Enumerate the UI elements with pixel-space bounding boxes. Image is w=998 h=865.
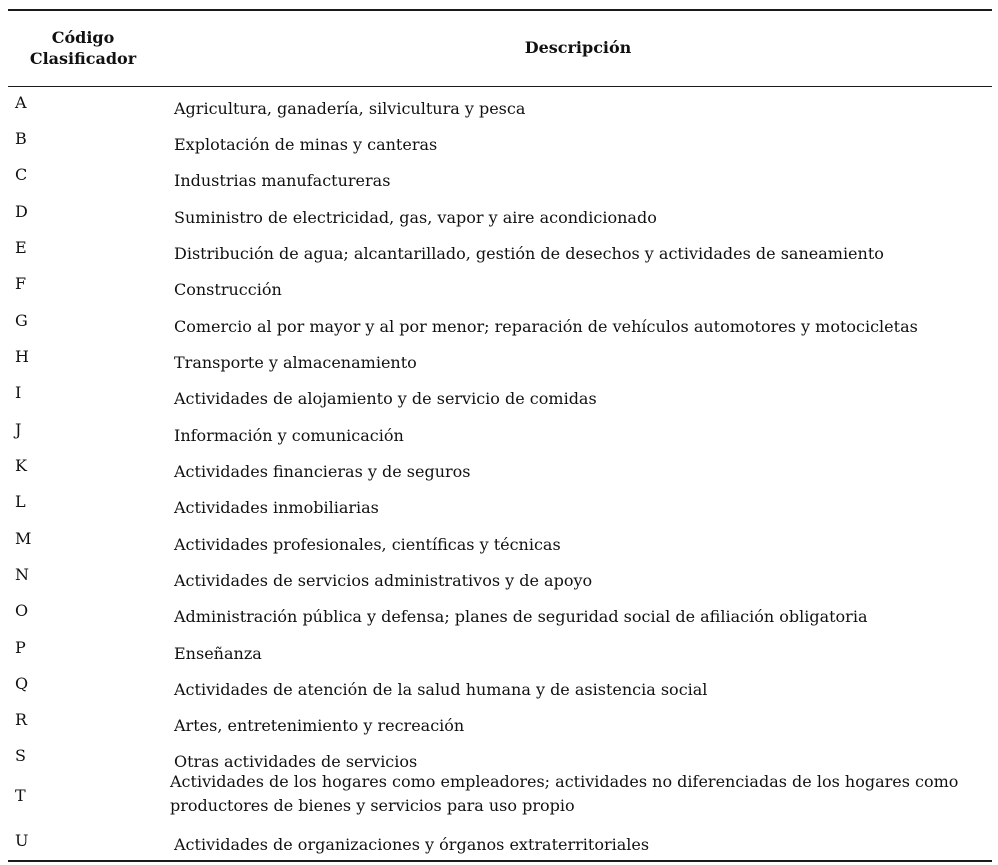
row-code: M [15,529,32,548]
row-code: O [15,601,29,620]
table-header [8,11,992,86]
row-code: G [15,311,28,330]
row-code: K [15,456,27,475]
classification-table [8,9,992,862]
row-code: F [15,274,27,293]
row-code: P [15,638,26,657]
row-code: R [15,710,28,729]
row-description: Enseñanza [174,644,262,663]
row-code: D [15,202,28,221]
row-description: Información y comunicación [174,426,404,445]
row-description: Actividades inmobiliarias [174,498,379,517]
row-code: L [15,492,26,511]
row-description: Actividades profesionales, científicas y técnicas [174,535,561,554]
header-description: Descripción [524,38,632,57]
row-description: Suministro de electricidad, gas, vapor y aire acondicionado [174,208,657,227]
row-description: Actividades de servicios administrativos y de apoyo [174,571,593,590]
row-code: S [15,746,26,765]
table-body [8,87,992,860]
header-code-line1: Código [51,28,115,47]
row-code: E [15,238,27,257]
row-description: Artes, entretenimiento y recreación [174,716,465,735]
row-description: Industrias manufactureras [174,171,391,190]
row-description: Administración pública y defensa; planes de seguridad social de afiliación obligatoria [174,607,868,626]
table-bottom-rule [8,860,992,862]
row-description: Construcción [174,280,282,299]
row-description: Actividades de alojamiento y de servicio de comidas [174,389,597,408]
row-code: N [15,565,29,584]
row-code: U [15,831,29,850]
row-description-line2: productores de bienes y servicios para uso propio [170,796,575,815]
header-code-column [14,27,152,69]
row-description: Actividades financieras y de seguros [174,462,471,481]
row-description: Distribución de agua; alcantarillado, gestión de desechos y actividades de saneamiento [174,244,884,263]
row-code: J [15,420,22,439]
row-description: Actividades de organizaciones y órganos extraterritoriales [174,835,650,854]
row-description: Comercio al por mayor y al por menor; reparación de vehículos automotores y motocicletas [174,317,918,336]
row-code: Q [15,674,29,693]
header-code-line2: Clasificador [29,49,137,68]
row-code: H [15,347,29,366]
row-description-line1: Actividades de los hogares como empleadores; actividades no diferenciadas de los hogares como [170,772,959,791]
row-description: Explotación de minas y canteras [174,135,438,154]
row-code: C [15,165,28,184]
row-code: T [15,786,26,805]
row-description: Actividades de atención de la salud humana y de asistencia social [174,680,708,699]
row-description: Transporte y almacenamiento [174,353,417,372]
row-code: B [15,129,27,148]
row-code: A [15,93,27,112]
row-description: Otras actividades de servicios [174,752,418,771]
row-code: I [15,383,22,402]
row-description: Agricultura, ganadería, silvicultura y pesca [174,99,526,118]
